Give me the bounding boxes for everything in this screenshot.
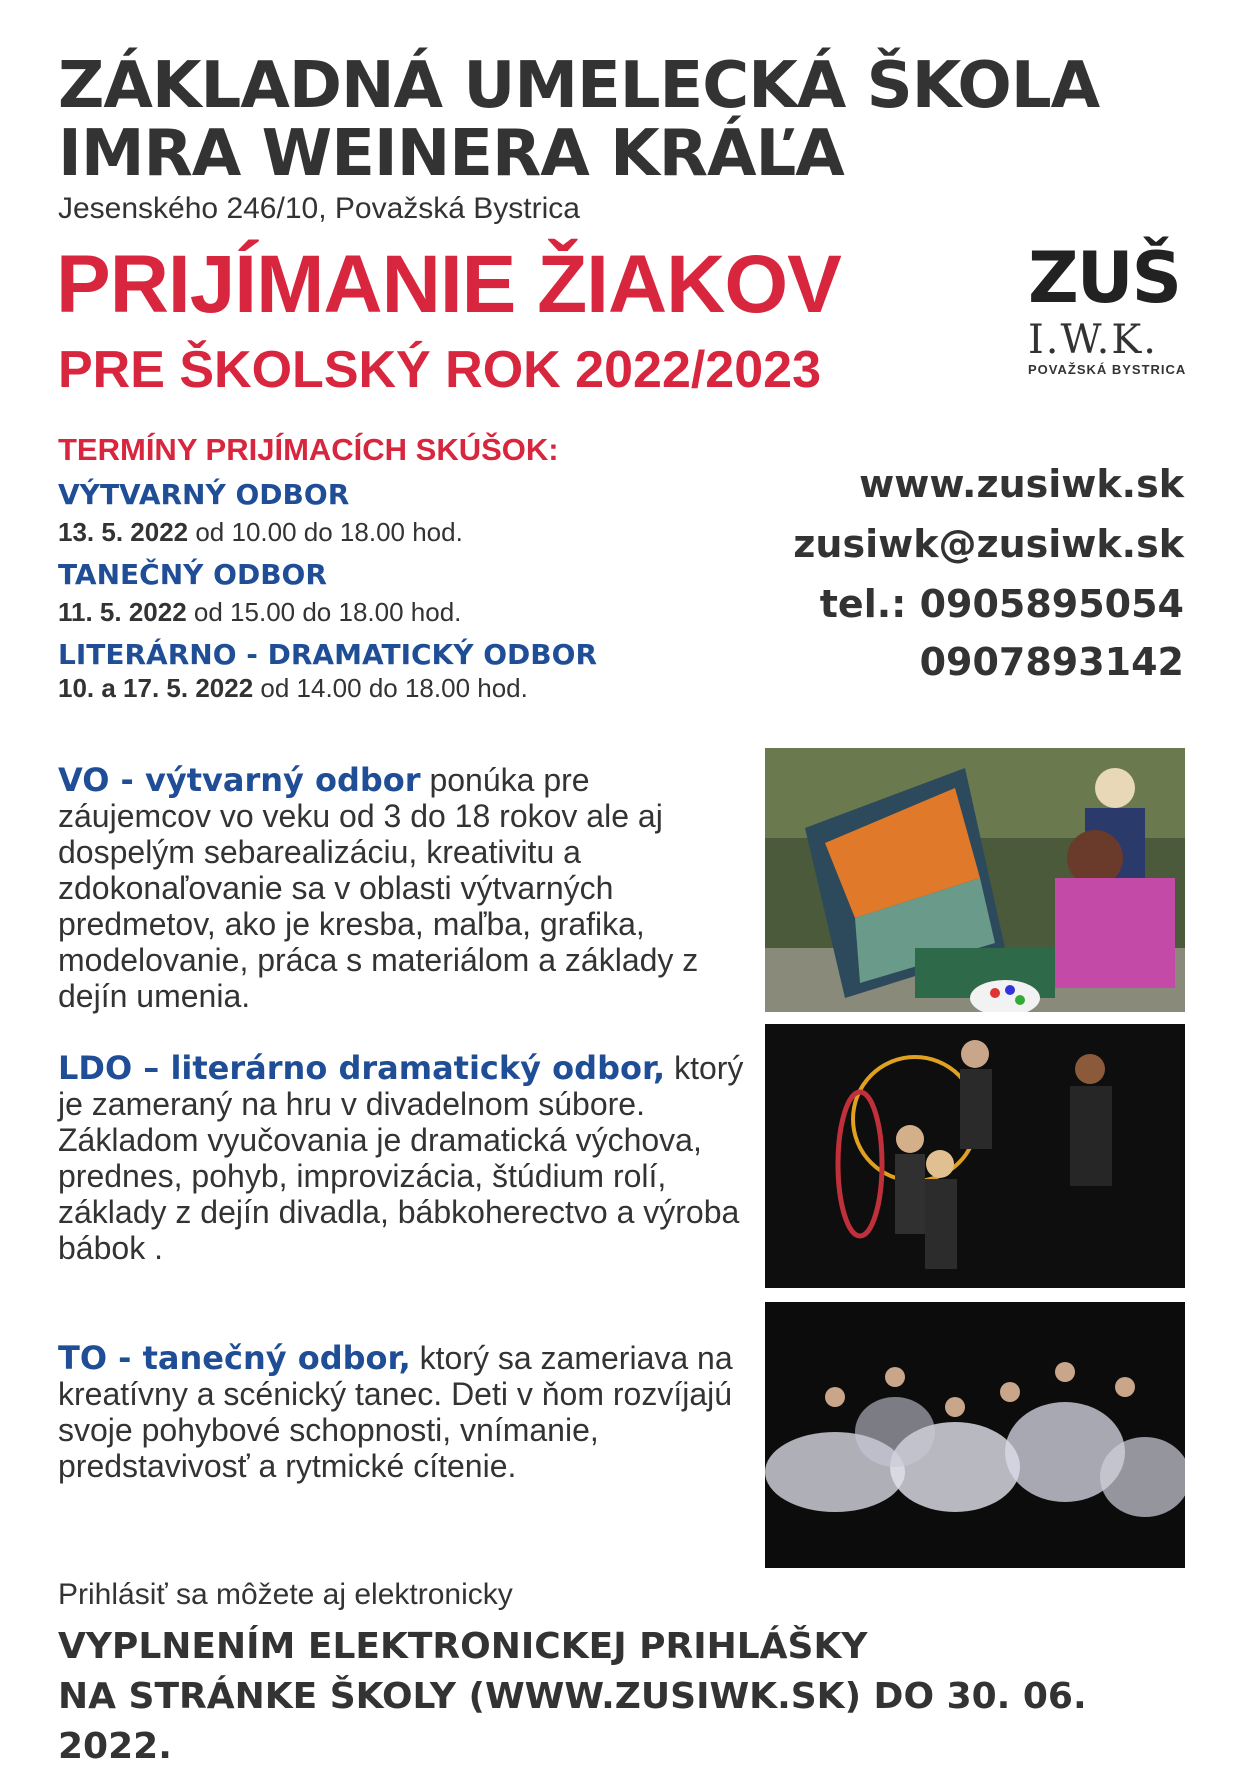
logo-mark: ZUŠ (1028, 237, 1181, 319)
department-date (58, 673, 597, 704)
dance-description (58, 1340, 748, 1484)
visual-arts-text: ponúka pre záujemcov vo veku od 3 do 18 rokov ale aj dospelým sebarealizáciu, kreativitu a zdokonaľovanie sa v oblasti výtvarných predmetov, ako je kresba, maľba, grafika, modelovanie, práca s materiálom a základy z dejín umenia. (58, 762, 699, 1014)
school-year-subheadline: PRE ŠKOLSKÝ ROK 2022/2023 (58, 341, 821, 399)
exam-date: 13. 5. 2022 (58, 517, 189, 547)
drama-title: LDO – literárno dramatický odbor, (58, 1049, 666, 1087)
department-name: TANEČNÝ ODBOR (58, 558, 327, 591)
school-logo (1028, 237, 1188, 410)
department-date (58, 517, 463, 548)
online-application-note: Prihlásiť sa môžete aj elektronicky (58, 1578, 513, 1611)
exam-term-visual-arts (58, 478, 463, 548)
school-name-line2: IMRA WEINERA KRÁĽA (58, 117, 844, 191)
dance-photo (765, 1302, 1185, 1568)
theater-photo (765, 1024, 1185, 1288)
exam-time: od 10.00 do 18.00 hod. (188, 517, 463, 547)
phone-number-1: tel.: 0905895054 (819, 582, 1184, 626)
exam-time: od 14.00 do 18.00 hod. (253, 673, 528, 703)
cta-line-2: NA STRÁNKE ŠKOLY (WWW.ZUSIWK.SK) DO 30. 06. 2022. (58, 1676, 1087, 1767)
exam-term-drama (58, 638, 597, 704)
exam-date: 11. 5. 2022 (58, 597, 187, 627)
dance-text: ktorý sa zameriava na kreatívny a scénický tanec. Deti v ňom rozvíjajú svoje pohybové schopnosti, vnímanie, predstavivosť a rytmické cítenie. (58, 1340, 733, 1484)
school-name-line1: ZÁKLADNÁ UMELECKÁ ŠKOLA (58, 49, 1100, 123)
visual-arts-title: VO - výtvarný odbor (58, 761, 421, 799)
exam-term-dance (58, 558, 461, 628)
drama-text: ktorý je zameraný na hru v divadelnom súbore. Základom vyučovania je dramatická výchova, prednes, pohyb, improvizácia, štúdium rolí, základy z dejín divadla, bábkoherectvo a výroba bábok . (58, 1050, 744, 1266)
department-name: LITERÁRNO - DRAMATICKÝ ODBOR (58, 638, 597, 671)
school-name (58, 49, 1100, 191)
logo-initials: I.W.K. (1028, 317, 1158, 363)
phone-number-2: 0907893142 (919, 640, 1184, 684)
admission-headline: PRIJÍMANIE ŽIAKOV (56, 239, 841, 330)
department-name: VÝTVARNÝ ODBOR (58, 478, 350, 511)
visual-arts-description (58, 762, 748, 1014)
department-date (58, 597, 461, 628)
dance-title: TO - tanečný odbor, (58, 1339, 411, 1377)
painting-photo (765, 748, 1185, 1012)
school-address: Jesenského 246/10, Považská Bystrica (58, 192, 580, 225)
exam-terms-title: TERMÍNY PRIJÍMACÍCH SKÚŠOK: (58, 432, 559, 467)
email-link[interactable]: zusiwk@zusiwk.sk (793, 522, 1184, 566)
website-link[interactable]: www.zusiwk.sk (859, 462, 1184, 506)
exam-date: 10. a 17. 5. 2022 (58, 673, 254, 703)
drama-description (58, 1050, 748, 1266)
logo-town: POVAŽSKÁ BYSTRICA (1028, 362, 1187, 377)
exam-time: od 15.00 do 18.00 hod. (186, 597, 462, 627)
cta-line-1: VYPLNENÍM ELEKTRONICKEJ PRIHLÁŠKY (58, 1626, 868, 1667)
